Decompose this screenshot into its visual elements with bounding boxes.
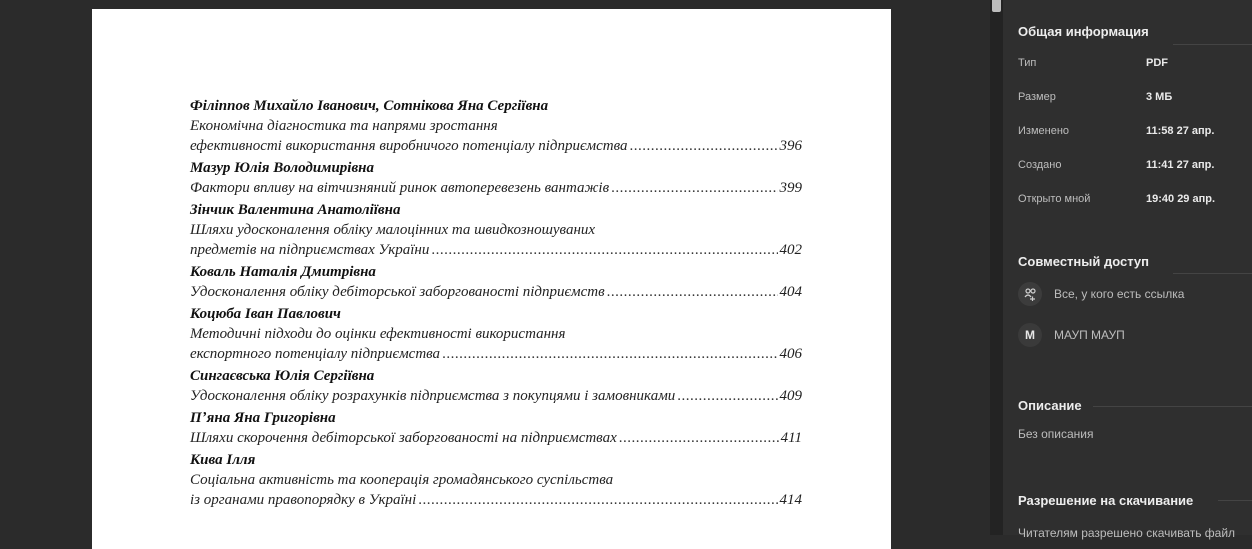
- toc-author: Пʼяна Яна Григорівна: [190, 410, 336, 426]
- owner-row: [1018, 323, 1248, 347]
- toc-entry: [190, 96, 802, 156]
- general-info-title: Общая информация: [1018, 24, 1149, 39]
- toc-author: Зінчик Валентина Анатоліївна: [190, 202, 401, 218]
- sharing-title: Совместный доступ: [1018, 254, 1150, 269]
- download-permission-text: Читателям разрешено скачивать файл: [1018, 526, 1236, 540]
- toc-page-number: 402: [779, 242, 802, 258]
- toc-page-number: 406: [779, 346, 802, 362]
- link-access-row[interactable]: [1018, 282, 1248, 306]
- toc-dot-leader: [431, 240, 777, 260]
- toc-title-line: Економічна діагностика та напрями зростання: [190, 118, 498, 134]
- toc-author: Сингаєвська Юлія Сергіївна: [190, 368, 375, 384]
- toc-dot-leader: [677, 386, 777, 406]
- toc-entry: [190, 408, 802, 448]
- table-of-contents: [190, 96, 802, 512]
- toc-entry: [190, 366, 802, 406]
- toc-title-last-line: [190, 344, 802, 364]
- toc-title-last-line: [190, 136, 802, 156]
- toc-title-text: Шляхи скорочення дебіторської заборгованості на підприємствах: [190, 430, 617, 446]
- toc-author: Кива Ілля: [190, 452, 256, 468]
- toc-page-number: 404: [779, 284, 802, 300]
- details-panel: [1003, 0, 1252, 540]
- toc-author: Мазур Юлія Володимирівна: [190, 160, 374, 176]
- toc-entry: [190, 262, 802, 302]
- owner-name: МАУП МАУП: [1054, 328, 1125, 342]
- scrollbar-thumb[interactable]: [992, 0, 1001, 12]
- toc-title-last-line: [190, 386, 802, 406]
- description-title: Описание: [1018, 398, 1082, 413]
- toc-dot-leader: [611, 178, 777, 198]
- info-value: 11:58 27 апр.: [1146, 125, 1215, 137]
- toc-dot-leader: [442, 344, 777, 364]
- toc-entry: [190, 158, 802, 198]
- toc-dot-leader: [619, 428, 779, 448]
- toc-page-number: 396: [779, 138, 802, 154]
- toc-entry: [190, 450, 802, 510]
- toc-dot-leader: [418, 490, 777, 510]
- toc-title-last-line: [190, 490, 802, 510]
- info-value: 11:41 27 апр.: [1146, 159, 1215, 171]
- link-access-text: Все, у кого есть ссылка: [1054, 287, 1185, 301]
- toc-title-line: Шляхи удосконалення обліку малоцінних та швидкозношуваних: [190, 222, 596, 238]
- description-text[interactable]: Без описания: [1018, 427, 1094, 441]
- info-label: Изменено: [1018, 125, 1070, 137]
- toc-page-number: 409: [779, 388, 802, 404]
- toc-title-last-line: [190, 240, 802, 260]
- toc-title-line: Методичні підходи до оцінки ефективності використання: [190, 326, 566, 342]
- toc-page-number: 414: [779, 492, 802, 508]
- toc-title-text: Удосконалення обліку дебіторської заборгованості підприємств: [190, 284, 605, 300]
- info-label: Открыто мной: [1018, 193, 1091, 205]
- toc-title-last-line: [190, 428, 802, 448]
- toc-title-text: із органами правопорядку в Україні: [190, 492, 417, 508]
- info-value: 3 МБ: [1146, 91, 1173, 103]
- divider: [1173, 273, 1252, 274]
- toc-dot-leader: [630, 136, 778, 156]
- scrollbar[interactable]: [990, 0, 1003, 535]
- toc-entry: [190, 200, 802, 260]
- info-label: Размер: [1018, 91, 1056, 103]
- toc-title-text: Фактори впливу на вітчизняний ринок автоперевезень вантажів: [190, 180, 610, 196]
- pdf-page: [92, 9, 891, 549]
- toc-title-text: Удосконалення обліку розрахунків підприємства з покупцями і замовниками: [190, 388, 676, 404]
- divider: [1173, 44, 1252, 45]
- toc-title-text: експортного потенціалу підприємства: [190, 346, 441, 362]
- toc-page-number: 399: [779, 180, 802, 196]
- info-label: Тип: [1018, 57, 1037, 69]
- toc-title-text: ефективності використання виробничого потенціалу підприємства: [190, 138, 628, 154]
- avatar: M: [1018, 323, 1042, 347]
- toc-title-last-line: [190, 178, 802, 198]
- toc-dot-leader: [607, 282, 778, 302]
- divider: [1218, 500, 1252, 501]
- toc-author: Філіппов Михайло Іванович, Сотнікова Яна Сергіївна: [190, 98, 549, 114]
- info-value: 19:40 29 апр.: [1146, 193, 1216, 205]
- download-permission-title: Разрешение на скачивание: [1018, 493, 1194, 508]
- toc-title-line: Соціальна активність та кооперація громадянського суспільства: [190, 472, 614, 488]
- toc-author: Коваль Наталія Дмитрівна: [190, 264, 376, 280]
- info-label: Создано: [1018, 159, 1062, 171]
- toc-title-text: предметів на підприємствах України: [190, 242, 430, 258]
- toc-author: Коцюба Іван Павлович: [190, 306, 341, 322]
- toc-entry: [190, 304, 802, 364]
- link-people-icon: [1018, 282, 1042, 306]
- toc-page-number: 411: [780, 430, 802, 446]
- toc-title-last-line: [190, 282, 802, 302]
- divider: [1093, 406, 1252, 407]
- info-value: PDF: [1146, 57, 1168, 69]
